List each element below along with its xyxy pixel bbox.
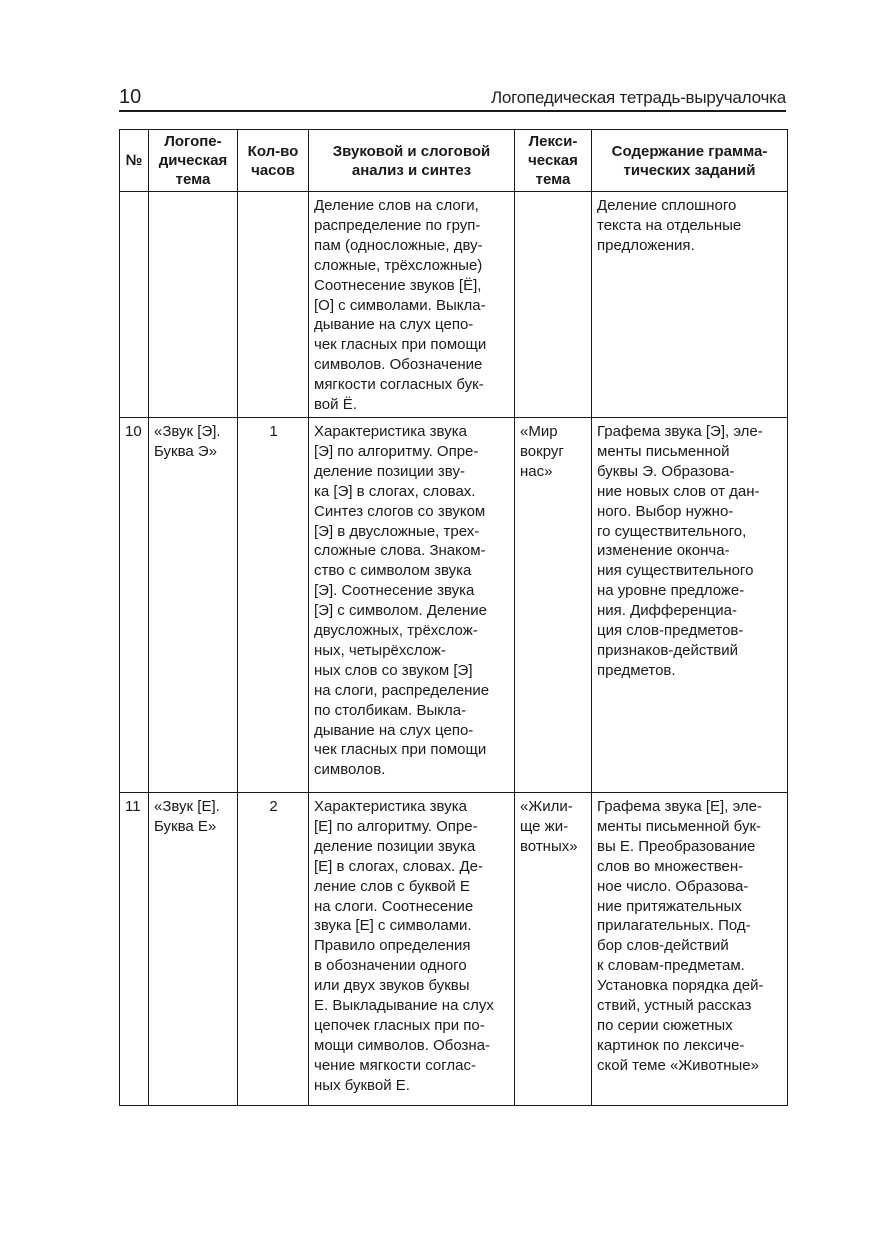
cell-line: Графема звука [Э], эле- xyxy=(597,422,763,440)
cell-line: менты письменной бук- xyxy=(597,817,762,835)
cell-line: ской теме «Животные» xyxy=(597,1056,759,1074)
lesson-plan-table xyxy=(119,129,788,1106)
header-grammar-tasks xyxy=(592,130,788,192)
header-number xyxy=(120,130,149,192)
header-hours xyxy=(238,130,309,192)
cell-line: мощи символов. Обозна- xyxy=(314,1036,491,1054)
header-line: Звуковой и слоговой xyxy=(332,142,491,160)
running-title: Логопедическая тетрадь-выручалочка xyxy=(490,88,786,107)
speech-topic-cell xyxy=(149,192,238,418)
header-line: Логопе- xyxy=(164,133,222,150)
cell-line: на уровне предложе- xyxy=(597,582,745,600)
cell-line: Е. Выкладывание на слух xyxy=(314,997,494,1015)
cell-line: Буква Е» xyxy=(154,817,217,835)
header-line: дическая xyxy=(158,152,228,169)
hours-cell: 2 xyxy=(238,792,309,1105)
cell-line: [Е] по алгоритму. Опре- xyxy=(314,817,478,835)
cell-line: буквы Э. Образова- xyxy=(597,462,735,480)
cell-line: «Звук [Э]. xyxy=(154,422,221,440)
grammar-tasks-cell xyxy=(592,792,788,1105)
page-number: 10 xyxy=(119,86,142,108)
cell-line: деление позиции зву- xyxy=(314,462,465,480)
cell-line: дывание на слух цепо- xyxy=(314,721,474,739)
cell-line: на слоги, распределение xyxy=(314,681,490,699)
cell-line: цепочек гласных при по- xyxy=(314,1016,485,1034)
cell-line: ка [Э] в слогах, словах. xyxy=(314,482,476,500)
cell-line: чек гласных при помощи xyxy=(314,336,487,354)
cell-line: предложения. xyxy=(597,236,695,254)
cell-line: «Жили- xyxy=(520,797,573,815)
header-line: Содержание грамма- xyxy=(611,142,768,160)
cell-line: Буква Э» xyxy=(154,442,218,460)
cell-line: по серии сюжетных xyxy=(597,1016,733,1034)
cell-line: предметов. xyxy=(597,661,676,679)
header-line: № xyxy=(125,152,143,169)
header-line: анализ и синтез xyxy=(351,161,472,179)
cell-line: го существительного, xyxy=(597,522,747,540)
cell-line: по столбикам. Выкла- xyxy=(314,701,467,719)
cell-line: ление слов с буквой Е xyxy=(314,877,470,895)
header-line: Лекси- xyxy=(528,133,578,150)
cell-line: [Э]. Соотнесение звука xyxy=(314,582,475,600)
cell-line: [Е] в слогах, словах. Де- xyxy=(314,857,483,875)
cell-line: менты письменной xyxy=(597,442,730,460)
cell-line: вой Ё. xyxy=(314,396,357,414)
cell-line: Соотнесение звуков [Ё], xyxy=(314,276,482,294)
hours-cell: 1 xyxy=(238,417,309,792)
cell-line: бор слов-действий xyxy=(597,937,729,955)
cell-line: дывание на слух цепо- xyxy=(314,316,474,334)
cell-line: текста на отдельные xyxy=(597,216,742,234)
cell-line: в обозначении одного xyxy=(314,957,467,975)
cell-line: Деление сплошного xyxy=(597,197,737,214)
table-header-row xyxy=(120,130,788,192)
grammar-tasks-cell xyxy=(592,417,788,792)
cell-line: сложные слова. Знаком- xyxy=(314,542,486,560)
cell-line: ного. Выбор нужно- xyxy=(597,502,734,520)
sound-analysis-cell xyxy=(309,417,515,792)
cell-line: символов. xyxy=(314,761,386,779)
cell-line: «Звук [Е]. xyxy=(154,797,220,815)
lexical-topic-cell xyxy=(515,792,592,1105)
cell-line: Графема звука [Е], эле- xyxy=(597,797,762,815)
cell-line: ния. Дифференциа- xyxy=(597,602,737,620)
sound-analysis-cell xyxy=(309,792,515,1105)
cell-line: [Э] по алгоритму. Опре- xyxy=(314,442,479,460)
grammar-tasks-cell xyxy=(592,192,788,418)
header-speech-topic xyxy=(149,130,238,192)
cell-line: [Э] с символом. Деление xyxy=(314,602,487,620)
cell-line: ния существительного xyxy=(597,562,754,580)
speech-topic-cell xyxy=(149,792,238,1105)
cell-line: ных, четырёхслож- xyxy=(314,641,446,659)
table-body xyxy=(120,192,788,1106)
row-number-cell: 10 xyxy=(120,417,149,792)
cell-line: вы Е. Преобразование xyxy=(597,837,756,855)
cell-line: прилагательных. Под- xyxy=(597,917,751,935)
cell-line: деление позиции звука xyxy=(314,837,476,855)
cell-line: символов. Обозначение xyxy=(314,356,483,374)
cell-line: сложные, трёхсложные) xyxy=(314,256,483,274)
speech-topic-cell xyxy=(149,417,238,792)
cell-line: ное число. Образова- xyxy=(597,877,749,895)
cell-line: ных слов со звуком [Э] xyxy=(314,661,473,679)
header-lexical-topic xyxy=(515,130,592,192)
header-line: ческая xyxy=(528,152,578,169)
cell-line: ние новых слов от дан- xyxy=(597,482,760,500)
cell-line: к словам-предметам. xyxy=(597,957,745,975)
row-number-cell: 11 xyxy=(120,792,149,1105)
cell-line: картинок по лексиче- xyxy=(597,1036,745,1054)
cell-line: ствий, устный рассказ xyxy=(597,997,752,1015)
cell-line: ство с символом звука xyxy=(314,562,472,580)
cell-line: пам (односложные, дву- xyxy=(314,236,483,254)
lexical-topic-cell xyxy=(515,417,592,792)
cell-line: звука [Е] с символами. xyxy=(314,917,472,935)
cell-line: вокруг xyxy=(520,442,564,460)
header-line: тема xyxy=(175,171,211,188)
cell-line: на слоги. Соотнесение xyxy=(314,897,474,915)
cell-line: ных буквой Е. xyxy=(314,1076,410,1094)
cell-line: распределение по груп- xyxy=(314,216,481,234)
lexical-topic-cell xyxy=(515,192,592,418)
cell-line: Правило определения xyxy=(314,937,471,955)
cell-line: ция слов-предметов- xyxy=(597,622,744,640)
cell-line: ще жи- xyxy=(520,817,569,835)
cell-line: или двух звуков буквы xyxy=(314,977,470,995)
page-header xyxy=(119,84,786,112)
header-line: тема xyxy=(535,171,571,188)
cell-line: вотных» xyxy=(520,837,578,855)
table-row xyxy=(120,192,788,418)
table-row xyxy=(120,417,788,792)
row-number-cell xyxy=(120,192,149,418)
header-line: тических заданий xyxy=(623,161,756,179)
cell-line: Деление слов на слоги, xyxy=(314,197,479,214)
sound-analysis-cell xyxy=(309,192,515,418)
cell-line: двусложных, трёхслож- xyxy=(314,622,478,640)
header-sound-analysis xyxy=(309,130,515,192)
cell-line: признаков-действий xyxy=(597,641,738,659)
cell-line: [Э] в двусложные, трех- xyxy=(314,522,480,540)
header-line: Кол-во xyxy=(247,142,299,160)
cell-line: Характеристика звука xyxy=(314,797,467,815)
cell-line: чек гласных при помощи xyxy=(314,741,487,759)
cell-line: нас» xyxy=(520,462,553,480)
cell-line: изменение оконча- xyxy=(597,542,730,560)
cell-line: мягкости согласных бук- xyxy=(314,376,484,394)
cell-line: «Мир xyxy=(520,422,558,440)
table-row xyxy=(120,792,788,1105)
cell-line: чение мягкости соглас- xyxy=(314,1056,476,1074)
hours-cell xyxy=(238,192,309,418)
cell-line: Установка порядка дей- xyxy=(597,977,764,995)
cell-line: слов во множествен- xyxy=(597,857,744,875)
cell-line: Синтез слогов со звуком xyxy=(314,502,486,520)
cell-line: [О] с символами. Выкла- xyxy=(314,296,486,314)
header-line: часов xyxy=(251,161,295,179)
cell-line: Характеристика звука xyxy=(314,422,467,440)
cell-line: ние притяжательных xyxy=(597,897,742,915)
